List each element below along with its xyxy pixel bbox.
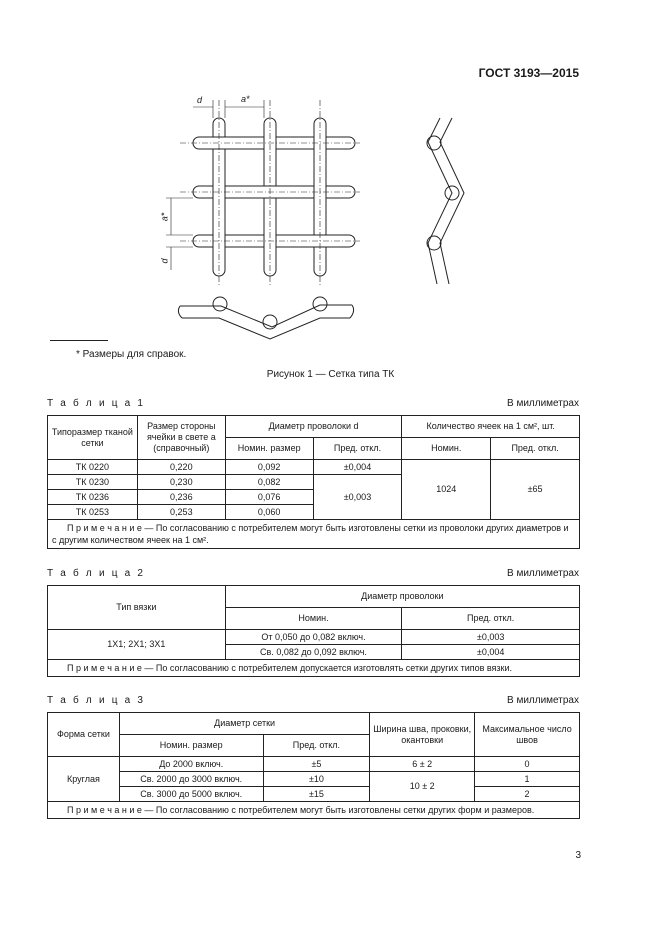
table1-header-tol: Пред. откл. — [313, 438, 402, 460]
table1-cell: ТК 0236 — [48, 490, 138, 505]
table1-cell: 0,220 — [137, 460, 225, 475]
table1-cell: 0,076 — [225, 490, 313, 505]
mesh-figure — [0, 0, 661, 360]
wire-cross-section — [427, 136, 441, 150]
table1-cell: ±0,003 — [313, 475, 402, 520]
table1-unit: В миллиметрах — [507, 398, 579, 409]
table1-cell: 0,060 — [225, 505, 313, 520]
table2-header-type: Тип вязки — [48, 586, 226, 630]
table2-cell: ±0,003 — [402, 630, 580, 645]
table1-cell: 0,253 — [137, 505, 225, 520]
table2-cell: Св. 0,082 до 0,092 включ. — [225, 645, 402, 660]
dimension-a-label: a* — [241, 94, 250, 104]
table3-cell: ±15 — [263, 787, 370, 802]
table2-type-value: 1Х1; 2Х1; 3Х1 — [48, 630, 226, 660]
table2-cell: ±0,004 — [402, 645, 580, 660]
table3-cell: 10 ± 2 — [370, 772, 475, 802]
note-text: По согласованию с потребителем могут быть изготовлены сетки из проволоки других диаметров и с другим количеством ячеек на 1 см². — [52, 523, 569, 545]
table3-note — [48, 802, 580, 819]
table1-header-wire: Диаметр проволоки d — [225, 416, 402, 438]
table1-header-tol2: Пред. откл. — [491, 438, 580, 460]
table-row — [48, 787, 580, 802]
dimension-d-side-label: d — [159, 258, 170, 264]
table1-header-nom-size: Номин. размер — [225, 438, 313, 460]
table3-cell: ±5 — [263, 757, 370, 772]
note-text: По согласованию с потребителем допускается изготовлять сетки других типов вязки. — [153, 663, 513, 673]
table2-header-nom: Номин. — [225, 608, 402, 630]
note-label: П р и м е ч а н и е — — [67, 523, 154, 533]
table1-cell: 0,082 — [225, 475, 313, 490]
table3-cell: До 2000 включ. — [119, 757, 263, 772]
table1-note — [48, 520, 580, 549]
table2 — [47, 585, 580, 677]
table1-header-side: Размер стороны ячейки в свете a (справочный) — [137, 416, 225, 460]
table3-cell: 0 — [475, 757, 580, 772]
table2-unit: В миллиметрах — [507, 568, 579, 579]
table1-cell: 0,092 — [225, 460, 313, 475]
table1-cell: ТК 0253 — [48, 505, 138, 520]
table1-header-size: Типоразмер тканой сетки — [48, 416, 138, 460]
footnote-rule — [50, 340, 108, 341]
table1-title: Т а б л и ц а 1 — [47, 398, 146, 409]
table3-form-value: Круглая — [48, 757, 120, 802]
page-number: 3 — [575, 850, 581, 861]
table3-cell: Св. 3000 до 5000 включ. — [119, 787, 263, 802]
table2-note — [48, 660, 580, 677]
note-text: По согласованию с потребителем могут быть изготовлены сетки других форм и размеров. — [153, 805, 535, 815]
table3-header-tol: Пред. откл. — [263, 735, 370, 757]
table1-cell: 0,230 — [137, 475, 225, 490]
table1-cell: ТК 0230 — [48, 475, 138, 490]
table2-title: Т а б л и ц а 2 — [47, 568, 146, 579]
table2-header-wire: Диаметр проволоки — [225, 586, 579, 608]
table1-header-count: Количество ячеек на 1 см², шт. — [402, 416, 580, 438]
table1-cell: ±0,004 — [313, 460, 402, 475]
table3-header-diam: Диаметр сетки — [119, 713, 369, 735]
table1-count-nom: 1024 — [402, 460, 491, 520]
table-row — [48, 757, 580, 772]
table3 — [47, 712, 580, 819]
table3-unit: В миллиметрах — [507, 695, 579, 706]
note-label: П р и м е ч а н и е — — [67, 663, 154, 673]
note-label: П р и м е ч а н и е — — [67, 805, 154, 815]
table3-cell: ±10 — [263, 772, 370, 787]
table3-cell: Св. 2000 до 3000 включ. — [119, 772, 263, 787]
table-row — [48, 460, 580, 475]
table1-cell: 0,236 — [137, 490, 225, 505]
table3-cell: 1 — [475, 772, 580, 787]
document-code: ГОСТ 3193—2015 — [478, 66, 579, 80]
footnote: * Размеры для справок. — [76, 349, 187, 360]
table3-header-max: Максимальное число швов — [475, 713, 580, 757]
dimension-d-label: d — [197, 95, 203, 105]
table3-header-seam: Ширина шва, проковки, окантовки — [370, 713, 475, 757]
table3-cell: 2 — [475, 787, 580, 802]
table1-count-tol: ±65 — [491, 460, 580, 520]
table3-title: Т а б л и ц а 3 — [47, 695, 146, 706]
table3-header-form: Форма сетки — [48, 713, 120, 757]
table-row — [48, 772, 580, 787]
table3-header-nom: Номин. размер — [119, 735, 263, 757]
figure-caption: Рисунок 1 — Сетка типа ТК — [266, 369, 395, 380]
table2-cell: От 0,050 до 0,082 включ. — [225, 630, 402, 645]
table1-cell: ТК 0220 — [48, 460, 138, 475]
table1-header-nom: Номин. — [402, 438, 491, 460]
table2-header-tol: Пред. откл. — [402, 608, 580, 630]
table1 — [47, 415, 580, 549]
table-row — [48, 630, 580, 645]
table3-cell: 6 ± 2 — [370, 757, 475, 772]
dimension-a-side-label: a* — [159, 212, 170, 222]
